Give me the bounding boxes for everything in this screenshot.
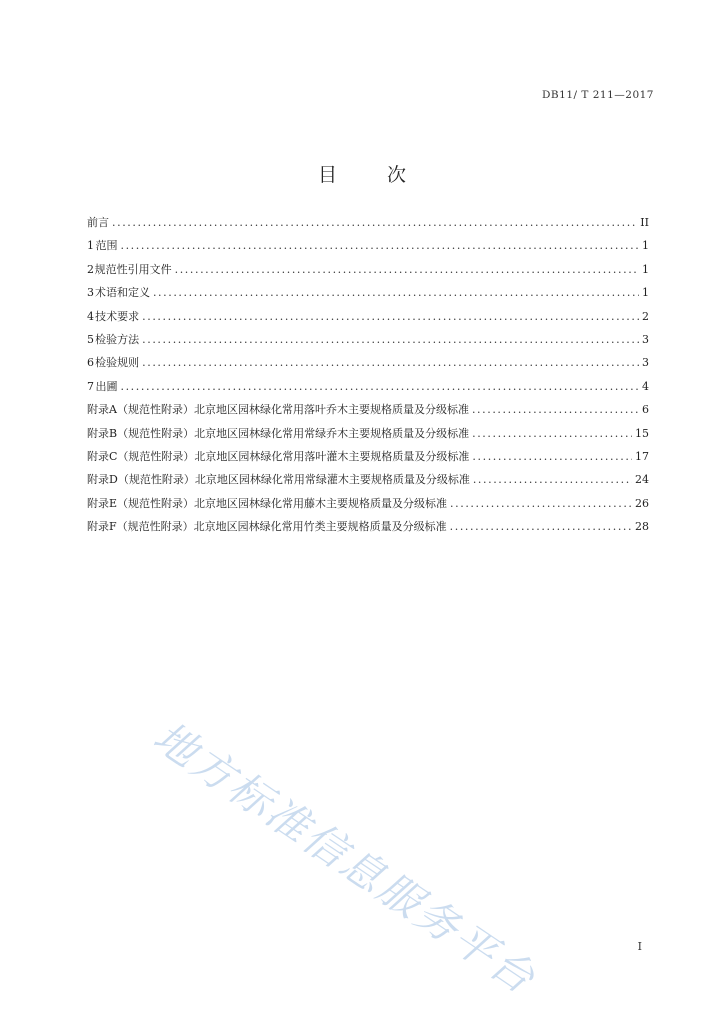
- toc-leader-dots: [450, 497, 632, 510]
- toc-entry-number: 7: [87, 379, 94, 393]
- toc-entry-number: 6: [87, 356, 94, 370]
- toc-entry-appendix-prefix: 附录D（规范性附录）: [87, 473, 195, 487]
- toc-entry-label: 北京地区园林绿化常用藤木主要规格质量及分级标准: [194, 496, 448, 510]
- toc-leader-dots: [120, 239, 639, 252]
- toc-entry-appendix-a[interactable]: [87, 401, 649, 424]
- toc-entry-page: II: [640, 216, 649, 229]
- table-of-contents: [87, 214, 649, 541]
- toc-entry-page: 4: [642, 379, 649, 393]
- toc-leader-dots: [450, 520, 632, 533]
- toc-entry-label: 北京地区园林绿化常用常绿乔木主要规格质量及分级标准: [194, 426, 470, 440]
- toc-entry-number: 3: [87, 286, 94, 300]
- toc-entry-normative-references[interactable]: [87, 261, 649, 284]
- page-number: I: [637, 940, 642, 953]
- toc-entry-appendix-prefix: 附录A（规范性附录）: [87, 403, 194, 417]
- toc-leader-dots: [472, 427, 632, 440]
- toc-entry-label: 北京地区园林绿化常用竹类主要规格质量及分级标准: [193, 520, 447, 534]
- toc-entry-appendix-prefix: 附录B（规范性附录）: [87, 426, 195, 440]
- toc-leader-dots: [472, 450, 632, 463]
- toc-entry-page: 3: [642, 356, 649, 370]
- toc-entry-page: 28: [635, 520, 649, 534]
- toc-entry-label: 检验方法: [95, 332, 140, 346]
- toc-leader-dots: [153, 286, 639, 299]
- toc-leader-dots: [120, 380, 639, 393]
- toc-entry-label: 出圃: [95, 379, 118, 393]
- toc-entry-label: 术语和定义: [94, 286, 150, 300]
- toc-leader-dots: [142, 333, 639, 346]
- toc-leader-dots: [142, 356, 639, 369]
- toc-entry-technical-requirements[interactable]: [87, 308, 649, 331]
- toc-entry-number: 4: [87, 309, 94, 323]
- toc-entry-appendix-prefix: 附录E（规范性附录）: [87, 496, 195, 510]
- toc-entry-appendix-prefix: 附录F（规范性附录）: [87, 520, 194, 534]
- toc-entry-page: 1: [642, 262, 649, 276]
- toc-entry-page: 24: [635, 473, 649, 487]
- toc-leader-dots: [112, 216, 637, 229]
- toc-entry-page: 17: [635, 449, 649, 463]
- toc-entry-page: 6: [642, 403, 649, 417]
- toc-entry-label: 北京地区园林绿化常用落叶灌木主要规格质量及分级标准: [194, 449, 470, 463]
- toc-entry-number: 2: [87, 262, 94, 276]
- toc-entry-terms-definitions[interactable]: [87, 284, 649, 307]
- toc-entry-number: 1: [87, 239, 94, 253]
- toc-entry-page: 15: [635, 426, 649, 440]
- toc-entry-appendix-prefix: 附录C（规范性附录）: [87, 449, 195, 463]
- toc-entry-scope[interactable]: [87, 237, 649, 260]
- toc-entry-page: 26: [635, 496, 649, 510]
- toc-entry-test-methods[interactable]: [87, 331, 649, 354]
- toc-entry-page: 3: [642, 332, 649, 346]
- toc-entry-nursery-out[interactable]: [87, 378, 649, 401]
- toc-entry-label: 规范性引用文件: [94, 262, 172, 276]
- toc-entry-appendix-b[interactable]: [87, 425, 649, 448]
- standard-code: DB11/ T 211—2017: [542, 89, 654, 101]
- toc-entry-inspection-rules[interactable]: [87, 354, 649, 377]
- toc-entry-page: 1: [642, 239, 649, 253]
- toc-entry-foreword[interactable]: [87, 214, 649, 237]
- toc-entry-page: 2: [642, 309, 649, 323]
- toc-entry-appendix-d[interactable]: [87, 471, 649, 494]
- toc-entry-label: 北京地区园林绿化常用常绿灌木主要规格质量及分级标准: [194, 473, 470, 487]
- toc-entry-label: 前言: [87, 216, 109, 229]
- toc-leader-dots: [142, 310, 639, 323]
- toc-entry-label: 北京地区园林绿化常用落叶乔木主要规格质量及分级标准: [193, 403, 469, 417]
- toc-entry-number: 5: [87, 332, 94, 346]
- toc-leader-dots: [175, 263, 639, 276]
- toc-entry-appendix-e[interactable]: [87, 495, 649, 518]
- toc-entry-label: 检验规则: [95, 356, 140, 370]
- toc-entry-appendix-f[interactable]: [87, 518, 649, 541]
- toc-leader-dots: [472, 403, 639, 416]
- toc-entry-appendix-c[interactable]: [87, 448, 649, 471]
- toc-leader-dots: [473, 473, 632, 486]
- toc-entry-page: 1: [642, 286, 649, 300]
- page-title: 目 次: [317, 164, 429, 186]
- toc-entry-label: 技术要求: [95, 309, 140, 323]
- watermark-text: 地方标准信息服务平台: [144, 711, 546, 1005]
- toc-entry-label: 范围: [95, 239, 118, 253]
